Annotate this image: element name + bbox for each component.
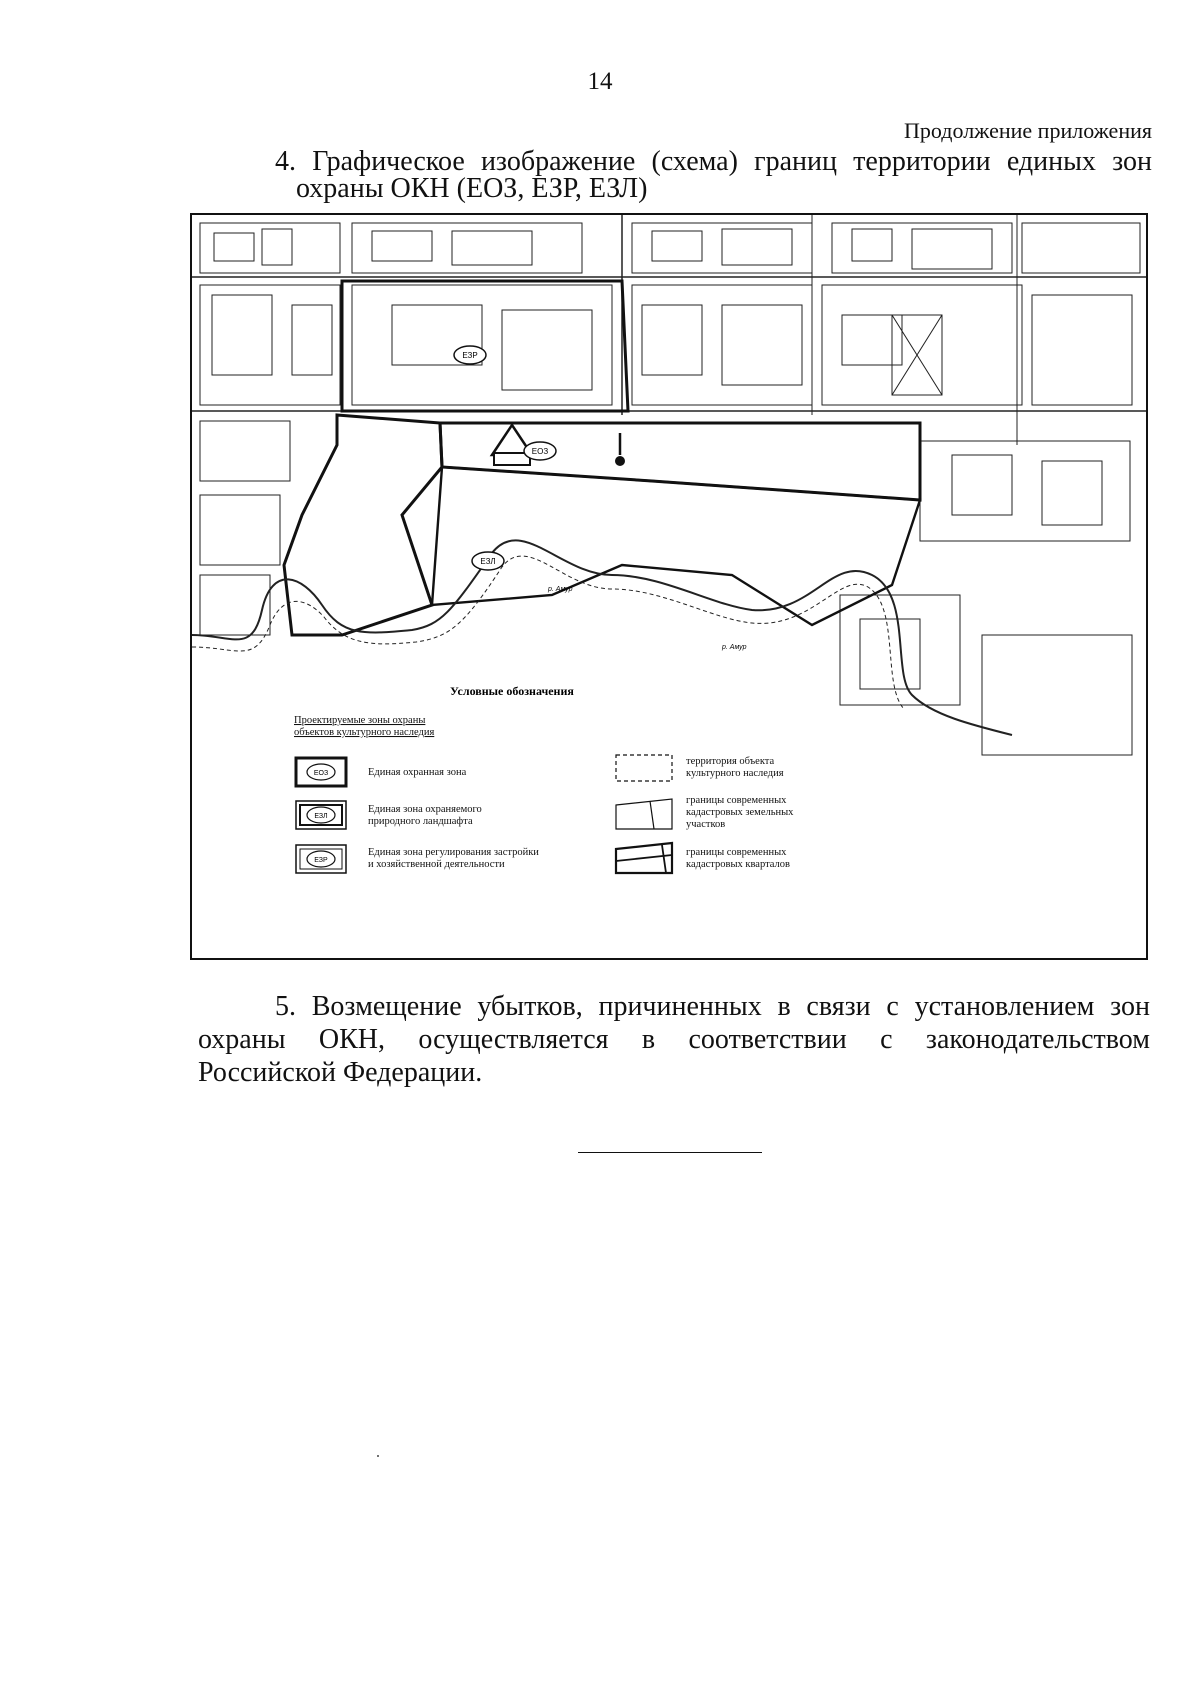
ezr-map-label: ЕЗР	[462, 351, 478, 360]
map-building	[912, 229, 992, 269]
map-block	[832, 223, 1012, 273]
map-building	[1042, 461, 1102, 525]
legend-code: ЕЗР	[314, 857, 328, 864]
map-block	[200, 575, 270, 635]
map-building	[372, 231, 432, 261]
section-4-heading	[275, 148, 1152, 202]
legend-item-eoz	[296, 758, 467, 786]
map-building	[952, 455, 1012, 515]
map-block	[982, 635, 1132, 755]
map-building	[852, 229, 892, 261]
map-block	[200, 421, 290, 481]
river-label: р. Амур	[722, 644, 747, 651]
section-4-line-2: охраны ОКН (ЕОЗ, ЕЗР, ЕЗЛ)	[296, 173, 648, 204]
map-building	[502, 310, 592, 390]
map-building	[722, 305, 802, 385]
section-5-line-3: Российской Федерации.	[198, 1057, 483, 1088]
map-block	[1022, 223, 1140, 273]
legend-group-heading: объектов культурного наследия	[294, 727, 435, 738]
end-divider	[578, 1152, 762, 1153]
legend-text: границы современных	[686, 795, 787, 806]
map-building	[214, 233, 254, 261]
map-building	[722, 229, 792, 265]
legend-item-okn-territory	[616, 755, 784, 781]
zone-map-figure	[190, 213, 1148, 960]
ezl-boundary	[284, 415, 442, 635]
map-building	[642, 305, 702, 375]
monument-icon	[615, 456, 625, 466]
legend-text: Единая зона охраняемого	[368, 804, 482, 815]
continuation-label: Продолжение приложения	[904, 118, 1152, 143]
legend-item-ezr	[296, 845, 539, 873]
legend-text: территория объекта	[686, 756, 775, 767]
legend-item-cadastral-plots	[616, 795, 794, 830]
legend-code: ЕОЗ	[313, 770, 329, 777]
eoz-map-label: ЕОЗ	[531, 447, 549, 456]
section-5-line-1: 5. Возмещение убытков, причиненных в связи с установлением зон	[275, 991, 1150, 1022]
section-4-line-1: 4. Графическое изображение (схема) границ территории единых зон	[275, 146, 1152, 177]
legend-text: природного ландшафта	[368, 816, 473, 827]
scan-speck	[377, 1455, 379, 1457]
legend-text: границы современных	[686, 847, 787, 858]
legend-title: Условные обозначения	[450, 684, 574, 698]
map-building	[842, 315, 902, 365]
legend-text: Единая зона регулирования застройки	[368, 847, 539, 858]
river-label: р. Амур	[548, 586, 573, 593]
map-building	[212, 295, 272, 375]
legend-text: кадастровых земельных	[686, 807, 794, 818]
section-5-paragraph	[198, 990, 1150, 1089]
legend-text: и хозяйственной деятельности	[368, 859, 505, 870]
legend-text: кадастровых кварталов	[686, 859, 790, 870]
map-building	[262, 229, 292, 265]
zone-map	[192, 215, 1146, 958]
legend-text: культурного наследия	[686, 768, 784, 779]
map-block	[200, 495, 280, 565]
ezl-map-label: ЕЗЛ	[480, 557, 496, 566]
legend-code: ЕЗЛ	[314, 813, 328, 820]
map-building	[292, 305, 332, 375]
map-building	[652, 231, 702, 261]
page-number: 14	[587, 68, 613, 95]
section-5-line-2: охраны ОКН, осуществляется в соответствии с законодательством	[198, 1024, 1150, 1055]
ezr-boundary	[342, 281, 628, 411]
legend-text: Единая охранная зона	[368, 767, 467, 778]
map-block	[1032, 295, 1132, 405]
legend-group-heading: Проектируемые зоны охраны	[294, 715, 426, 726]
legend-item-ezl	[296, 801, 482, 829]
legend-text: участков	[686, 819, 726, 830]
ezl-boundary	[432, 467, 920, 625]
map-block	[822, 285, 1022, 405]
map-block	[200, 285, 340, 405]
map-building	[452, 231, 532, 265]
legend-item-cadastral-quarters	[616, 843, 790, 873]
